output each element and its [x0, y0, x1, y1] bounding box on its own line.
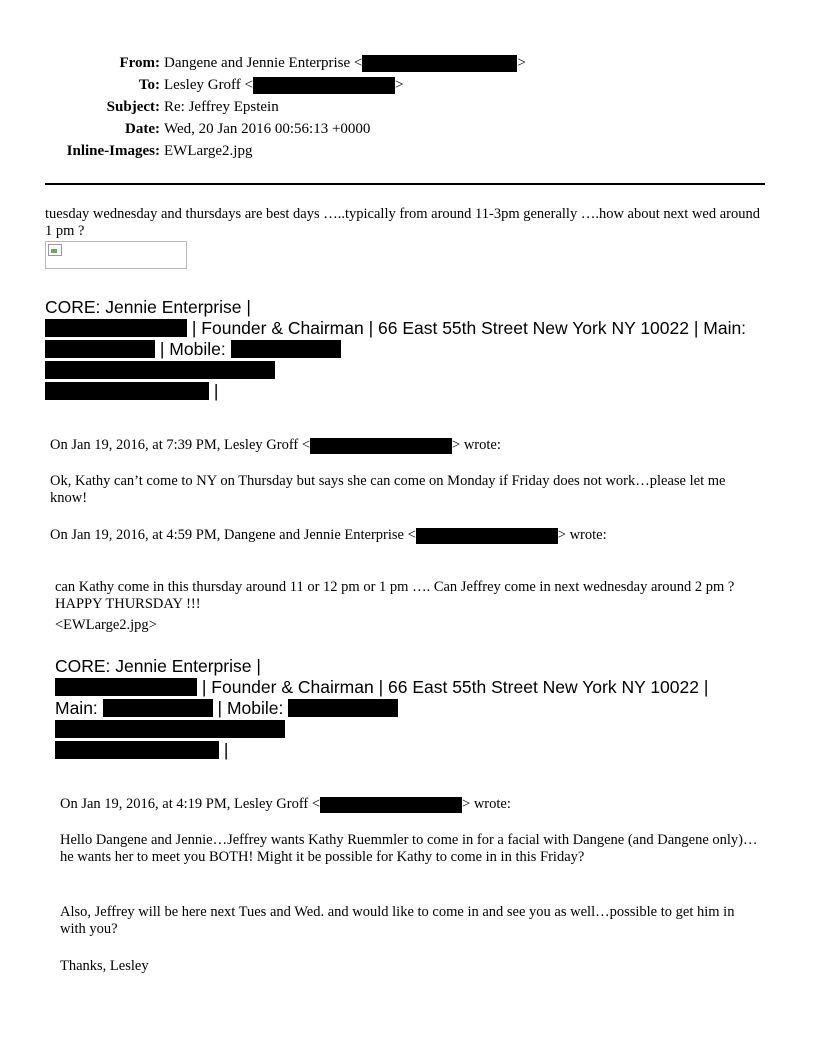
date-row [0, 118, 816, 140]
to-value [164, 74, 403, 96]
subject-row [0, 96, 816, 118]
quote-header-text: On Jan 19, 2016, at 4:19 PM, Lesley Groff < [60, 796, 321, 812]
quote-header-text: On Jan 19, 2016, at 4:59 PM, Dangene and Jennie Enterprise < [50, 527, 416, 543]
quote-header-end: > wrote: [557, 527, 607, 543]
date-label: Date: [125, 121, 160, 137]
signature-2 [55, 656, 755, 761]
signature-line [55, 740, 755, 761]
redaction [416, 528, 558, 544]
signature-line [45, 360, 785, 381]
signature-line [55, 698, 755, 719]
date-value: Wed, 20 Jan 2016 00:56:13 +0000 [164, 121, 371, 137]
inline-images-value: EWLarge2.jpg [164, 143, 253, 159]
from-value [164, 52, 526, 74]
quote-2-attachment: <EWLarge2.jpg> [55, 617, 157, 633]
quote-3-paragraph-2: Also, Jeffrey will be here next Tues and Wed. and would like to come in and see you as well…possible to get him in with you? [60, 904, 735, 937]
signature-address: | Founder & Chairman | 66 East 55th Street New York NY 10022 | [201, 677, 709, 697]
signature-line [55, 719, 755, 740]
redaction [288, 699, 398, 717]
redaction [45, 319, 187, 337]
to-name: Lesley Groff < [164, 77, 253, 93]
broken-image-icon [48, 244, 62, 256]
email-header [0, 52, 816, 162]
to-row [0, 74, 816, 96]
quote-1-header [50, 437, 770, 454]
signature-1 [45, 297, 785, 402]
from-name: Dangene and Jennie Enterprise < [164, 55, 363, 71]
quote-3-paragraph-1: Hello Dangene and Jennie…Jeffrey wants Kathy Ruemmler to come in for a facial with Dangene (and Dangene only)…he wants her to meet you BOTH! Might it be possible for Kathy to come in in this Friday? [60, 832, 758, 865]
signature-address: | Founder & Chairman | 66 East 55th Street New York NY 10022 | Main: [191, 318, 747, 338]
redaction [45, 382, 209, 400]
quote-2-header [50, 527, 770, 544]
redaction [310, 438, 452, 454]
quote-3-signoff: Thanks, Lesley [60, 958, 149, 974]
reply-text: tuesday wednesday and thursdays are best days …..typically from around 11-3pm generally ….how about next wed around 1 pm ? [45, 206, 761, 239]
redaction [55, 720, 285, 738]
subject-value: Re: Jeffrey Epstein [164, 99, 279, 115]
quote-1-text: Ok, Kathy can’t come to NY on Thursday but says she can come on Monday if Friday does not work…please let me know! [50, 473, 726, 506]
redaction [231, 340, 341, 358]
inline-images-row [0, 140, 816, 162]
redaction [55, 678, 197, 696]
redaction [362, 55, 517, 72]
from-label: From: [119, 55, 160, 71]
from-bracket: > [517, 55, 526, 71]
redaction [45, 361, 275, 379]
signature-title: CORE: Jennie Enterprise | [45, 297, 251, 317]
redaction [320, 797, 462, 813]
header-divider [45, 183, 765, 185]
inline-images-label: Inline-Images: [66, 143, 160, 159]
quote-2-text: can Kathy come in this thursday around 11 or 12 pm or 1 pm …. Can Jeffrey come in next wednesday around 2 pm ? HAPPY THURSDAY !!! [55, 579, 735, 612]
signature-mobile-label: | Mobile: [159, 339, 226, 359]
signature-line [45, 381, 785, 402]
quote-header-end: > wrote: [452, 437, 501, 453]
redaction [103, 699, 213, 717]
quote-header-text: On Jan 19, 2016, at 7:39 PM, Lesley Groff < [50, 437, 311, 453]
to-label: To: [138, 77, 160, 93]
subject-label: Subject: [106, 99, 160, 115]
signature-pipe: | [223, 740, 229, 760]
redaction [45, 340, 155, 358]
signature-pipe: | [213, 381, 219, 401]
signature-line [45, 339, 785, 360]
signature-line [45, 318, 785, 339]
to-bracket: > [395, 77, 404, 93]
redaction [253, 77, 395, 94]
broken-image [45, 241, 187, 269]
signature-title: CORE: Jennie Enterprise | [55, 656, 261, 676]
redaction [55, 741, 219, 759]
signature-main-label: Main: [55, 698, 98, 718]
quote-3-header [60, 796, 780, 813]
signature-line [55, 677, 755, 698]
quote-header-end: > wrote: [462, 796, 511, 812]
signature-mobile-label: | Mobile: [217, 698, 284, 718]
from-row [0, 52, 816, 74]
